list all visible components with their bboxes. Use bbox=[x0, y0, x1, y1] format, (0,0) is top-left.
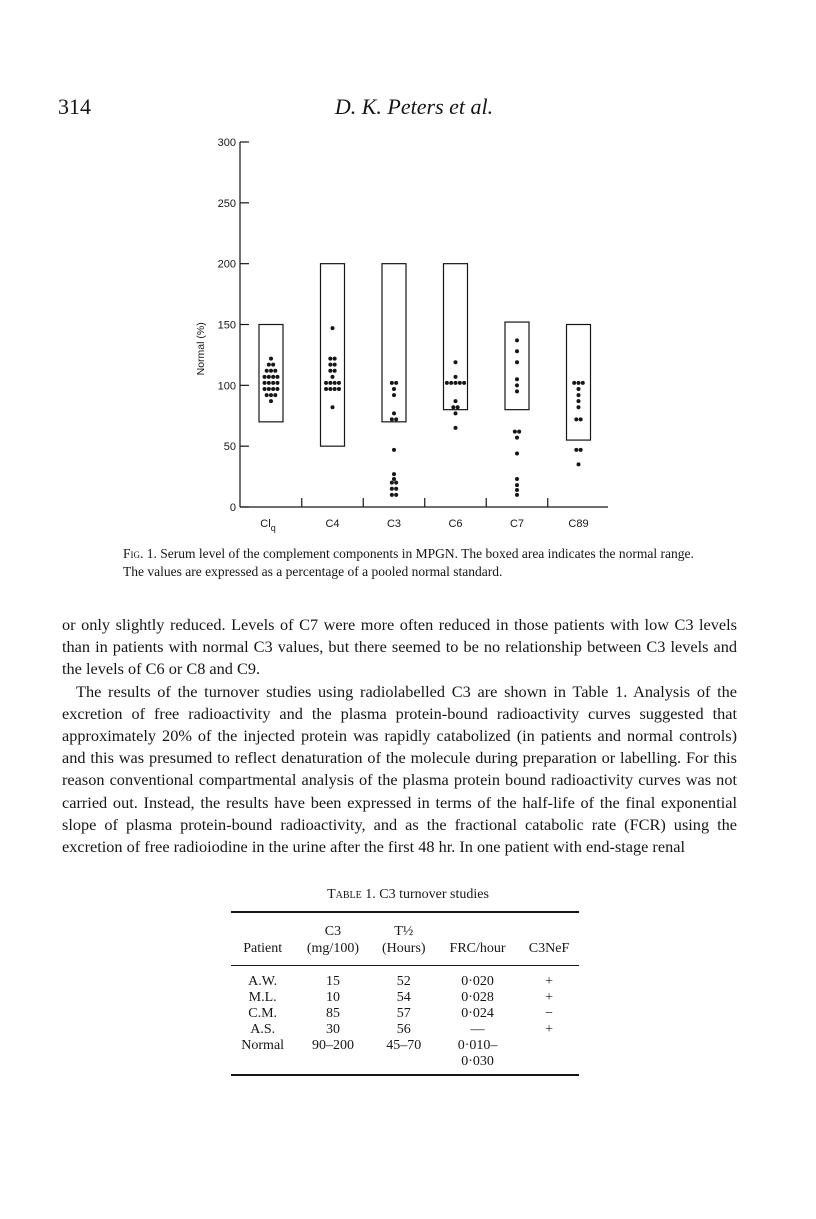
y-tick-label: 200 bbox=[217, 258, 236, 271]
data-point bbox=[517, 430, 521, 434]
data-point bbox=[390, 481, 394, 485]
data-point bbox=[456, 405, 460, 409]
data-point bbox=[392, 472, 396, 476]
figure-label: Fig. 1. bbox=[123, 546, 157, 561]
data-point bbox=[392, 411, 396, 415]
data-point bbox=[574, 417, 578, 421]
data-point bbox=[328, 387, 332, 391]
data-point bbox=[275, 375, 279, 379]
data-point bbox=[449, 381, 453, 385]
col-header-thalf: T½ bbox=[394, 924, 414, 939]
data-point bbox=[515, 451, 519, 455]
cell-thalf: 56 bbox=[396, 1022, 411, 1037]
table-header-row bbox=[231, 940, 579, 966]
data-point bbox=[265, 393, 269, 397]
data-point bbox=[515, 338, 519, 342]
figure-caption bbox=[123, 545, 703, 581]
data-point bbox=[451, 405, 455, 409]
data-point bbox=[390, 381, 394, 385]
data-point bbox=[337, 381, 341, 385]
cell-patient: Normal bbox=[241, 1038, 285, 1053]
data-point bbox=[454, 411, 458, 415]
data-point bbox=[515, 477, 519, 481]
cell-c3nef bbox=[519, 1038, 579, 1054]
data-point bbox=[577, 405, 581, 409]
data-point bbox=[513, 430, 517, 434]
data-point bbox=[331, 375, 335, 379]
cell-c3 bbox=[294, 1054, 371, 1075]
data-point bbox=[267, 381, 271, 385]
normal-range-box bbox=[505, 322, 529, 410]
paragraph: The results of the turnover studies using radiolabelled C3 are shown in Table 1. Analysis of the excretion of free radioactivity and the plasma protein-bound radioactivity curves suggested that approximately 20% of the injected protein was rapidly catabolized (in patients and normal controls) and this was presumed to reflect denaturation of the molecule during preparation or labelling. For this reason conventional compartmental analysis of the plasma protein bound radioactivity curves was not carried out. Instead, the results have been expressed in terms of the half-life of the final exponential slope of plasma protein-bound radioactivity, and as the fractional catabolic rate (FCR) using the excretion of free radioiodine in the urine after the first 48 hr. In one patient with end-stage renal bbox=[62, 681, 737, 857]
data-point bbox=[392, 448, 396, 452]
cell-frc: 0·020 bbox=[461, 974, 494, 989]
data-point bbox=[267, 387, 271, 391]
data-point bbox=[579, 448, 583, 452]
cell-frc: 0·028 bbox=[461, 990, 494, 1005]
table bbox=[231, 911, 579, 1076]
table-row bbox=[231, 990, 579, 1006]
data-point bbox=[515, 436, 519, 440]
data-point bbox=[445, 381, 449, 385]
data-point bbox=[574, 448, 578, 452]
data-point bbox=[324, 387, 328, 391]
cell-c3nef: − bbox=[545, 1006, 553, 1021]
data-point bbox=[263, 375, 267, 379]
paragraph: or only slightly reduced. Levels of C7 were more often reduced in those patients with low C3 levels than in patients with normal C3 values, but there seemed to be no relationship between C3 levels and the levels of C6 or C8 and C9. bbox=[62, 615, 737, 679]
data-point bbox=[271, 381, 275, 385]
normal-range-box bbox=[382, 264, 406, 422]
data-point bbox=[392, 393, 396, 397]
page-header bbox=[58, 94, 770, 130]
data-point bbox=[273, 369, 277, 373]
data-point bbox=[333, 387, 337, 391]
cell-patient: A.W. bbox=[248, 974, 278, 989]
data-point bbox=[271, 375, 275, 379]
figure-caption-text: Serum level of the complement components in MPGN. The boxed area indicates the normal range. The values are expressed as a percentage of a pooled normal standard. bbox=[123, 546, 694, 579]
cell-c3: 10 bbox=[325, 990, 340, 1005]
body-text bbox=[62, 614, 737, 858]
data-point bbox=[267, 363, 271, 367]
data-point bbox=[337, 387, 341, 391]
data-point bbox=[515, 360, 519, 364]
data-point bbox=[269, 393, 273, 397]
data-point bbox=[394, 481, 398, 485]
data-point bbox=[324, 381, 328, 385]
data-point bbox=[328, 363, 332, 367]
data-point bbox=[263, 381, 267, 385]
normal-range-boxes bbox=[259, 264, 591, 447]
data-point bbox=[458, 381, 462, 385]
table-row bbox=[231, 1006, 579, 1022]
data-point bbox=[269, 399, 273, 403]
data-point bbox=[515, 349, 519, 353]
data-point bbox=[390, 417, 394, 421]
normal-range-box bbox=[444, 264, 468, 410]
normal-range-box bbox=[259, 325, 283, 422]
data-point bbox=[572, 381, 576, 385]
cell-c3: 15 bbox=[325, 974, 340, 989]
cell-c3nef bbox=[519, 1054, 579, 1075]
x-tick-label: C6 bbox=[448, 518, 463, 530]
data-point bbox=[275, 381, 279, 385]
cell-patient: M.L. bbox=[248, 990, 277, 1005]
y-tick-label: 100 bbox=[217, 380, 236, 393]
data-point bbox=[394, 381, 398, 385]
x-tick-label-subscript: q bbox=[270, 523, 276, 533]
data-point bbox=[394, 417, 398, 421]
data-point bbox=[454, 381, 458, 385]
data-point bbox=[454, 399, 458, 403]
normal-range-box bbox=[321, 264, 345, 447]
data-point bbox=[515, 493, 519, 497]
cell-frc: 0·024 bbox=[461, 1006, 494, 1021]
data-point bbox=[263, 387, 267, 391]
y-tick-label: 150 bbox=[217, 319, 236, 332]
data-point bbox=[515, 488, 519, 492]
c3-turnover-table bbox=[231, 911, 579, 1076]
data-point bbox=[515, 389, 519, 393]
table-row bbox=[231, 966, 579, 991]
data-point bbox=[269, 369, 273, 373]
running-head: D. K. Peters et al. bbox=[334, 94, 494, 119]
col-header-thalf-unit: (Hours) bbox=[382, 941, 426, 956]
data-point bbox=[275, 387, 279, 391]
cell-thalf: 45–70 bbox=[386, 1038, 422, 1053]
y-axis-label: Normal (%) bbox=[195, 322, 207, 376]
y-tick-label: 300 bbox=[217, 137, 236, 149]
data-point bbox=[333, 381, 337, 385]
data-point bbox=[328, 369, 332, 373]
data-point bbox=[515, 383, 519, 387]
data-point bbox=[271, 387, 275, 391]
data-point bbox=[579, 417, 583, 421]
data-point bbox=[267, 375, 271, 379]
col-header-c3nef: C3NeF bbox=[528, 941, 570, 956]
data-point bbox=[265, 369, 269, 373]
y-tick-label: 250 bbox=[217, 197, 236, 210]
complement-levels-chart bbox=[180, 130, 620, 535]
data-point bbox=[271, 363, 275, 367]
data-point bbox=[577, 381, 581, 385]
data-point bbox=[581, 381, 585, 385]
data-point bbox=[392, 387, 396, 391]
cell-thalf bbox=[372, 1054, 437, 1075]
y-tick-label: 50 bbox=[223, 441, 236, 454]
table-row bbox=[231, 1054, 579, 1075]
data-point bbox=[273, 393, 277, 397]
col-header-frc: FRC/hour bbox=[449, 941, 506, 956]
col-header-patient: Patient bbox=[243, 941, 283, 956]
col-header-c3: C3 bbox=[324, 924, 342, 939]
y-tick-label: 0 bbox=[229, 502, 236, 514]
cell-c3: 85 bbox=[325, 1006, 340, 1021]
cell-c3nef: + bbox=[545, 990, 553, 1005]
cell-patient: C.M. bbox=[248, 1006, 278, 1021]
x-tick-label: C3 bbox=[386, 518, 402, 530]
data-point bbox=[328, 357, 332, 361]
cell-c3nef: + bbox=[545, 1022, 553, 1037]
data-point bbox=[269, 357, 273, 361]
data-point bbox=[333, 357, 337, 361]
cell-patient: A.S. bbox=[250, 1022, 276, 1037]
data-point bbox=[577, 399, 581, 403]
data-point bbox=[577, 393, 581, 397]
data-point bbox=[454, 426, 458, 430]
cell-thalf: 54 bbox=[396, 990, 411, 1005]
cell-frc: — bbox=[470, 1022, 485, 1037]
table-header-row bbox=[231, 912, 579, 940]
cell-frc: 0·010– bbox=[457, 1038, 498, 1053]
x-tick-label: $Cl_q$ bbox=[260, 518, 276, 533]
cell-c3nef: + bbox=[545, 974, 553, 989]
data-point bbox=[333, 363, 337, 367]
table-label: Table 1. bbox=[327, 887, 376, 902]
data-point bbox=[454, 375, 458, 379]
data-point bbox=[390, 487, 394, 491]
cell-c3: 90–200 bbox=[311, 1038, 354, 1053]
table-row bbox=[231, 1038, 579, 1054]
cell-thalf: 52 bbox=[396, 974, 411, 989]
cell-thalf: 57 bbox=[396, 1006, 411, 1021]
data-point bbox=[577, 387, 581, 391]
data-point bbox=[333, 369, 337, 373]
table-row bbox=[231, 1022, 579, 1038]
table-title-text: C3 turnover studies bbox=[379, 887, 489, 902]
cell-c3: 30 bbox=[325, 1022, 340, 1037]
x-tick-label: C4 bbox=[325, 518, 340, 530]
data-point bbox=[390, 493, 394, 497]
page-number: 314 bbox=[58, 94, 91, 119]
col-header-c3-unit: (mg/100) bbox=[306, 941, 359, 956]
x-tick-label: C7 bbox=[509, 518, 525, 530]
data-point bbox=[392, 477, 396, 481]
data-point bbox=[328, 381, 332, 385]
data-point bbox=[454, 360, 458, 364]
cell-frc: 0·030 bbox=[461, 1054, 494, 1069]
table-title bbox=[0, 887, 816, 903]
chart-axes bbox=[240, 142, 608, 507]
data-point bbox=[394, 487, 398, 491]
data-point bbox=[577, 462, 581, 466]
x-tick-label: C89 bbox=[568, 518, 589, 530]
data-point bbox=[462, 381, 466, 385]
data-point bbox=[515, 377, 519, 381]
data-point bbox=[331, 405, 335, 409]
data-point bbox=[331, 326, 335, 330]
data-point bbox=[394, 493, 398, 497]
data-points bbox=[263, 326, 585, 497]
data-point bbox=[515, 483, 519, 487]
cell-patient bbox=[231, 1054, 294, 1075]
